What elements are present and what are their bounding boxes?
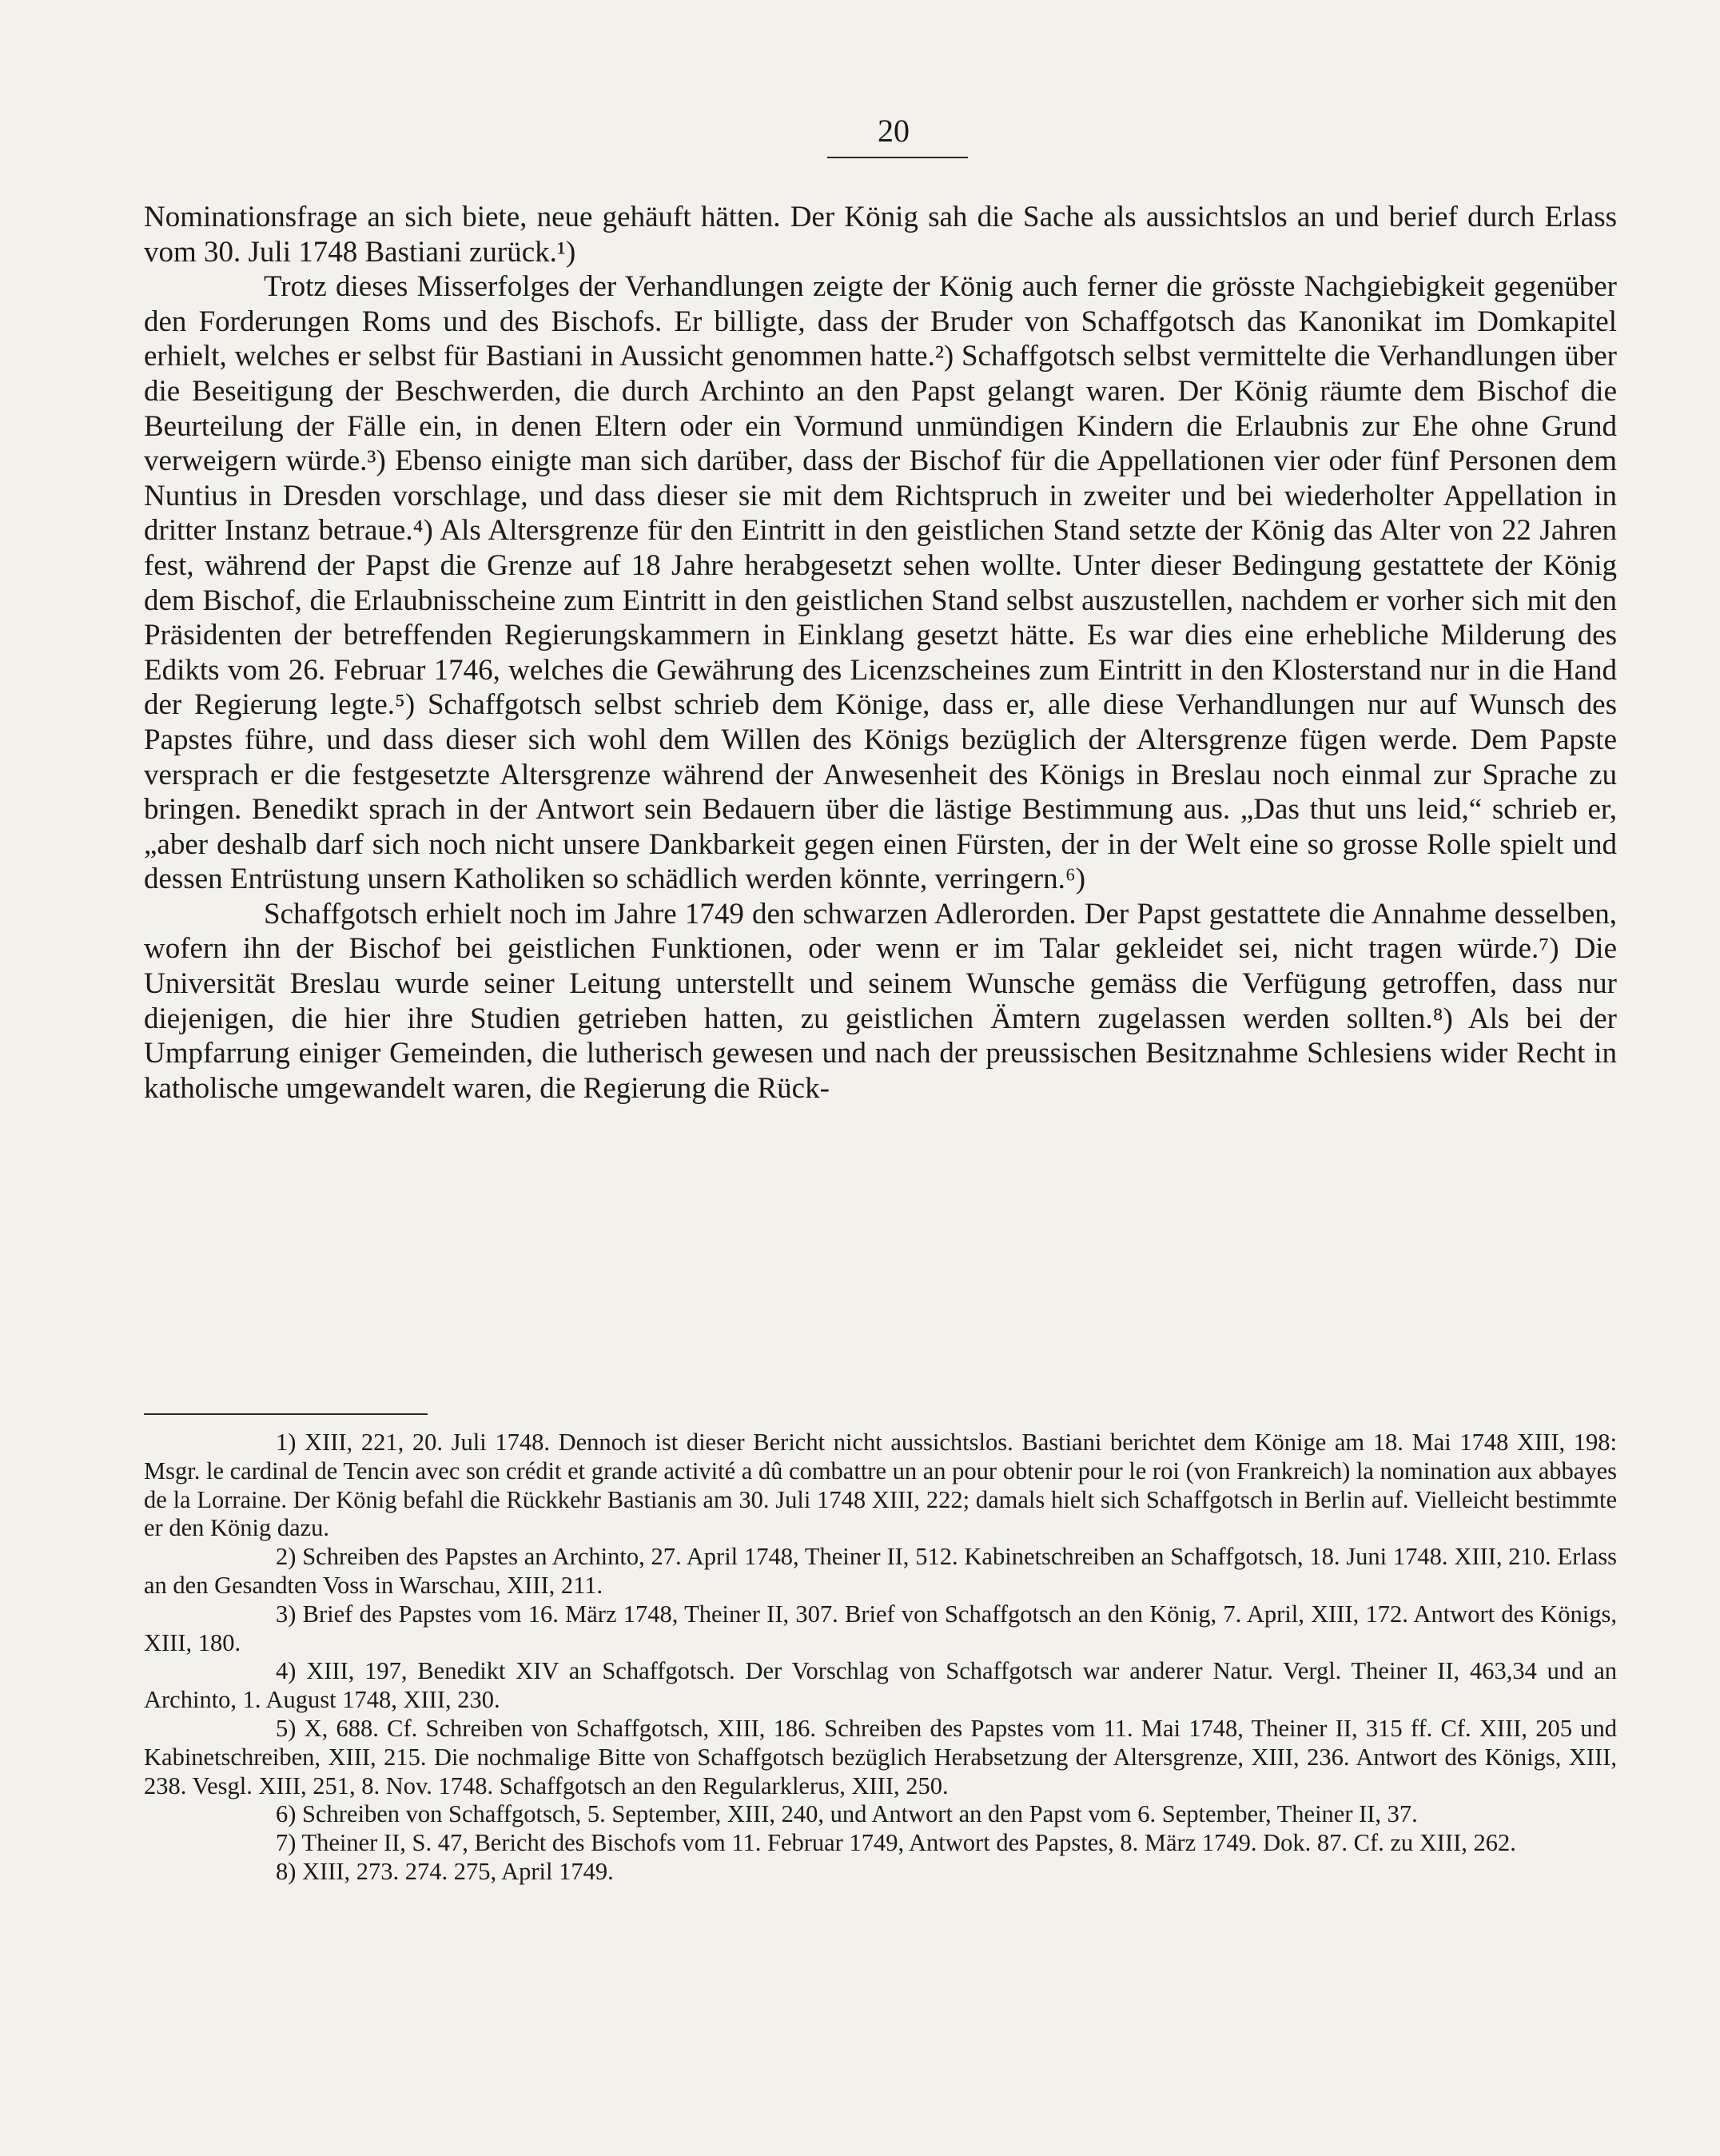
footnote: 8) XIII, 273. 274. 275, April 1749.: [276, 1857, 614, 1885]
paragraph: Nominationsfrage an sich biete, neue gehäuft hätten. Der König sah die Sache als aussichtslos an und berief durch Erlass vom 30. Juli 1748 Bastiani zurück.¹): [144, 201, 1617, 269]
page-number-rule: [827, 157, 968, 158]
main-text: [144, 200, 1617, 1106]
paragraph: Schaffgotsch erhielt noch im Jahre 1749 den schwarzen Adlerorden. Der Papst gestattete die Annahme desselben, wofern ihn der Bischof bei geistlichen Funktionen, oder wenn er im Talar gekleidet sei, nicht tragen würde.⁷) Die Universität Breslau wurde seiner Leitung unterstellt und seinem Wunsche gemäss die Verfügung getroffen, dass nur diejenigen, die hier ihre Studien getrieben hatten, zu geistlichen Ämtern zugelassen werden sollten.⁸) Als bei der Umpfarrung einiger Gemeinden, die lutherisch gewesen und nach der preussischen Besitznahme Schlesiens wider Recht in katholische umgewandelt waren, die Regierung die Rück-: [144, 897, 1617, 1105]
footnote: 2) Schreiben des Papstes an Archinto, 27. April 1748, Theiner II, 512. Kabinetschreiben an Schaffgotsch, 18. Juni 1748. XIII, 210. Erlass an den Gesandten Voss in Warschau, XIII, 211.: [144, 1543, 1617, 1599]
footnote: 6) Schreiben von Schaffgotsch, 5. September, XIII, 240, und Antwort an den Papst vom 6. September, Theiner II, 37.: [276, 1800, 1418, 1828]
footnote: 7) Theiner II, S. 47, Bericht des Bischofs vom 11. Februar 1749, Antwort des Papstes, 8. März 1749. Dok. 87. Cf. zu XIII, 262.: [276, 1829, 1516, 1857]
footnote: 5) X, 688. Cf. Schreiben von Schaffgotsch, XIII, 186. Schreiben des Papstes vom 11. Mai 1748, Theiner II, 315 ff. Cf. XIII, 205 und Kabinetschreiben, XIII, 215. Die nochmalige Bitte von Schaffgotsch bezüglich Herabsetzung der Altersgrenze, XIII, 236. Antwort des Königs, XIII, 238. Vesgl. XIII, 251, 8. Nov. 1748. Schaffgotsch an den Regularklerus, XIII, 250.: [144, 1714, 1617, 1799]
page-number: 20: [878, 113, 910, 149]
footnotes: [144, 1429, 1617, 1887]
footnote: 3) Brief des Papstes vom 16. März 1748, Theiner II, 307. Brief von Schaffgotsch an den König, 7. April, XIII, 172. Antwort des Königs, XIII, 180.: [144, 1600, 1617, 1656]
footnote: 1) XIII, 221, 20. Juli 1748. Dennoch ist dieser Bericht nicht aussichtslos. Bastiani berichtet dem Könige am 18. Mai 1748 XIII, 198: Msgr. le cardinal de Tencin avec son crédit et grande activité a dû combattre un an pour obtenir pour le roi (von Frankreich) la nomination aux abbayes de la Lorraine. Der König befahl die Rückkehr Bastianis am 30. Juli 1748 XIII, 222; damals hielt sich Schaffgotsch in Berlin auf. Vielleicht bestimmte er den König dazu.: [144, 1429, 1617, 1542]
footnote: 4) XIII, 197, Benedikt XIV an Schaffgotsch. Der Vorschlag von Schaffgotsch war anderer Natur. Vergl. Theiner II, 463,34 und an Archinto, 1. August 1748, XIII, 230.: [144, 1657, 1617, 1714]
footnote-separator: [144, 1413, 428, 1415]
paragraph: Trotz dieses Misserfolges der Verhandlungen zeigte der König auch ferner die grösste Nachgiebigkeit gegenüber den Forderungen Roms und des Bischofs. Er billigte, dass der Bruder von Schaffgotsch das Kanonikat im Domkapitel erhielt, welches er selbst für Bastiani in Aussicht genommen hatte.²) Schaffgotsch selbst vermittelte die Verhandlungen über die Beseitigung der Beschwerden, die durch Archinto an den Papst gelangt waren. Der König räumte dem Bischof die Beurteilung der Fälle ein, in denen Eltern oder ein Vormund unmündigen Kindern die Erlaubnis zur Ehe ohne Grund verweigern würde.³) Ebenso einigte man sich darüber, dass der Bischof für die Appellationen vier oder fünf Personen dem Nuntius in Dresden vorschlage, und dass dieser sie mit dem Richtspruch in zweiter und bei wiederholter Appellation in dritter Instanz betraue.⁴) Als Altersgrenze für den Eintritt in den geistlichen Stand setzte der König das Alter von 22 Jahren fest, während der Papst die Grenze auf 18 Jahre herabgesetzt sehen wollte. Unter dieser Bedingung gestattete der König dem Bischof, die Erlaubnisscheine zum Eintritt in den geistlichen Stand selbst auszustellen, nachdem er vorher sich mit den Präsidenten der betreffenden Regierungskammern in Einklang gesetzt hätte. Es war dies eine erhebliche Milderung des Edikts vom 26. Februar 1746, welches die Gewährung des Licenzscheines zum Eintritt in den Klosterstand nur in die Hand der Regierung legte.⁵) Schaffgotsch selbst schrieb dem Könige, dass er, alle diese Verhandlungen nur auf Wunsch des Papstes führe, und dass dieser sich wohl dem Willen des Königs bezüglich der Altersgrenze fügen werde. Dem Papste versprach er die festgesetzte Altersgrenze während der Anwesenheit des Königs in Breslau noch einmal zur Sprache zu bringen. Benedikt sprach in der Antwort sein Bedauern über die lästige Bestimmung aus. „Das thut uns leid,“ schrieb er, „aber deshalb darf sich noch nicht unsere Dankbarkeit gegen einen Fürsten, der in der Welt eine so grosse Rolle spielt und dessen Entrüstung unsern Katholiken so schädlich werden könnte, verringern.⁶): [144, 270, 1617, 896]
